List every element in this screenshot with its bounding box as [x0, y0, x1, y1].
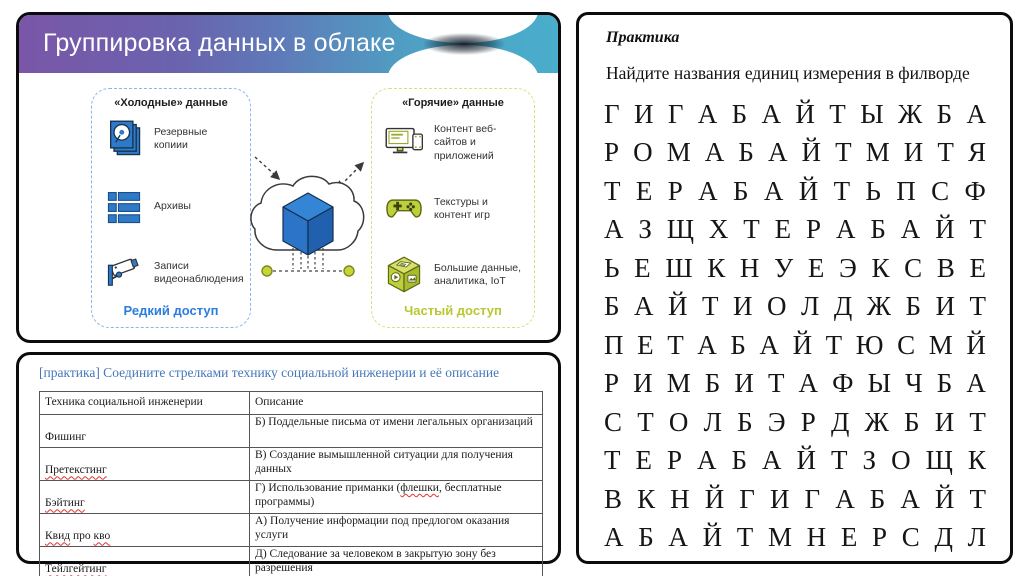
filword-letter: А	[798, 368, 819, 399]
filword-letter: О	[633, 137, 653, 168]
node-dot-left	[262, 266, 272, 276]
filword-letter: Д	[934, 521, 953, 552]
filword-grid	[604, 101, 986, 551]
filword-letter: О	[668, 406, 689, 437]
data-type-item	[384, 189, 528, 229]
filword-letter: Т	[831, 445, 848, 476]
filword-letter: Б	[731, 99, 748, 129]
filword-letter: Б	[904, 406, 920, 437]
filword-letter: А	[966, 99, 986, 129]
filword-letter: К	[707, 252, 726, 283]
column-header-technique: Техника социальной инженерии	[40, 392, 250, 415]
slide-header-ribbon	[19, 15, 558, 73]
text-segment: про	[70, 530, 94, 543]
technique-cell	[40, 415, 250, 448]
filword-letter: Н	[670, 483, 690, 514]
data-type-item	[384, 123, 528, 163]
filword-letter: Й	[801, 137, 822, 168]
filword-letter: Й	[795, 99, 815, 129]
data-type-item	[104, 187, 244, 227]
monitor-apps-icon	[384, 123, 424, 163]
cold-access-label: Редкий доступ	[123, 303, 219, 318]
filword-letter: Г	[667, 99, 684, 129]
filword-letter: Ь	[604, 252, 620, 283]
filword-letter: Ж	[864, 406, 889, 437]
filword-letter: С	[931, 175, 950, 206]
filword-letter: Т	[736, 521, 754, 552]
filword-letter: А	[761, 99, 782, 129]
filword-letter: Р	[667, 175, 683, 206]
filword-letter: А	[697, 329, 717, 360]
filword-letter: Г	[604, 99, 620, 129]
filword-letter: Т	[702, 291, 719, 322]
filword-letter: Т	[604, 445, 621, 476]
filword-row	[604, 216, 986, 243]
node-dot-right	[344, 266, 354, 276]
filword-letter: Н	[739, 252, 760, 283]
filword-letter: Ш	[665, 252, 693, 283]
filword-letter: А	[759, 329, 779, 360]
filword-letter: Ж	[898, 99, 923, 129]
archive-list-icon	[104, 187, 144, 227]
filword-letter: М	[928, 329, 953, 360]
filword-letter: Б	[869, 483, 886, 514]
filword-letter: Б	[604, 291, 620, 322]
social-engineering-table	[39, 391, 543, 576]
filword-letter: Б	[730, 329, 746, 360]
filword-letter: И	[633, 99, 654, 129]
filword-letter: О	[767, 291, 787, 322]
filword-letter: А	[762, 445, 782, 476]
filword-letter: Т	[743, 214, 760, 245]
filword-letter: Э	[839, 252, 857, 283]
filword-letter: А	[900, 214, 921, 245]
text-segment: В) Создание вымышленной ситуации для получения данных	[255, 449, 513, 475]
filword-letter: Я	[967, 137, 986, 168]
filword-letter: С	[897, 329, 916, 360]
filword-letter: М	[666, 368, 691, 399]
item-label: Контент веб-сайтов и приложений	[434, 123, 497, 162]
filword-letter: Л	[703, 406, 722, 437]
table-row	[40, 481, 543, 514]
filword-letter: Б	[731, 445, 748, 476]
filword-letter: Ю	[855, 329, 884, 360]
filword-letter: И	[935, 291, 955, 322]
filword-letter: Н	[806, 521, 827, 552]
filword-letter: А	[634, 291, 654, 322]
cold-data-title: «Холодные» данные	[114, 97, 228, 109]
filword-letter: Х	[708, 214, 729, 245]
filword-letter: И	[769, 483, 790, 514]
filword-letter: И	[733, 291, 753, 322]
table-header-row	[40, 392, 543, 415]
filword-letter: А	[835, 483, 855, 514]
cloud-cube-icon	[243, 133, 373, 298]
filword-letter: Л	[967, 521, 986, 552]
technique-cell	[40, 514, 250, 547]
filword-letter: А	[604, 521, 624, 552]
filword-letter: Щ	[925, 445, 953, 476]
text-segment: А) Получение информации под предлогом оказания услуги	[255, 515, 510, 541]
filword-letter: Б	[704, 368, 721, 399]
filword-letter: Р	[872, 521, 888, 552]
filword-letter: З	[638, 214, 652, 245]
hot-access-label: Частый доступ	[404, 303, 502, 318]
data-type-item	[104, 119, 244, 159]
filword-letter: Е	[635, 445, 652, 476]
misspelled-word: кво	[93, 530, 111, 543]
technique-cell	[40, 448, 250, 481]
gamepad-icon	[384, 189, 424, 229]
filword-letter: Й	[798, 175, 819, 206]
filword-letter: М	[865, 137, 890, 168]
filword-letter: Е	[969, 252, 986, 283]
filword-letter: С	[904, 252, 923, 283]
filword-row	[604, 101, 986, 128]
filword-letter: Г	[804, 483, 821, 514]
data-type-item	[384, 255, 528, 295]
text-segment: , бесплатные программы)	[255, 482, 502, 508]
description-cell	[250, 514, 543, 547]
data-cube-icon	[384, 255, 424, 295]
filword-letter: У	[774, 252, 794, 283]
cloud-grouping-slide-panel	[16, 12, 561, 343]
filword-letter: Е	[635, 175, 653, 206]
filword-row	[604, 175, 986, 206]
filword-letter: И	[903, 137, 924, 168]
filword-letter: И	[934, 406, 955, 437]
filword-letter: В	[604, 483, 623, 514]
filword-letter: Т	[969, 406, 986, 437]
filword-letter: Б	[936, 368, 953, 399]
misspelled-word: флешки	[400, 482, 439, 494]
filword-letter: К	[967, 445, 986, 476]
filword-letter: Б	[737, 406, 753, 437]
data-type-item	[104, 253, 244, 293]
filword-letter: Р	[806, 214, 822, 245]
filword-letter: И	[633, 368, 653, 399]
filword-letter: Й	[704, 483, 725, 514]
social-engineering-practice-panel	[16, 352, 561, 576]
misspelled-word: Претекстинг	[45, 464, 107, 477]
filword-letter: А	[697, 445, 717, 476]
ribbon-waist-shadow	[423, 33, 505, 55]
filword-letter: Т	[969, 483, 986, 514]
cold-data-box	[91, 88, 251, 328]
filword-letter: И	[734, 368, 754, 399]
filword-letter: Б	[738, 137, 754, 168]
filword-letter: Т	[969, 291, 986, 322]
technique-cell	[40, 547, 250, 576]
filword-letter: А	[763, 175, 784, 206]
column-header-description: Описание	[250, 392, 543, 415]
filword-letter: А	[900, 483, 920, 514]
item-label: Архивы	[154, 200, 191, 213]
filword-letter: К	[637, 483, 656, 514]
filword-letter: Б	[732, 175, 749, 206]
filword-letter: Т	[767, 368, 785, 399]
filword-letter: А	[835, 214, 856, 245]
filword-letter: Ч	[905, 368, 923, 399]
filword-letter: Б	[936, 99, 953, 129]
hot-data-box	[371, 88, 535, 328]
backup-disks-icon	[104, 119, 144, 159]
table-row	[40, 415, 543, 448]
filword-letter: Й	[934, 483, 955, 514]
filword-letter: Т	[829, 99, 846, 129]
filword-letter: Т	[835, 137, 852, 168]
filword-letter: Й	[966, 329, 986, 360]
filword-letter: Т	[667, 329, 684, 360]
filword-letter: Ы	[867, 368, 892, 399]
item-label: Текстуры и контент игр	[434, 195, 490, 221]
filword-letter: Т	[637, 406, 654, 437]
filword-practice-panel	[576, 12, 1013, 564]
filword-row	[604, 521, 986, 552]
filword-letter: З	[862, 445, 877, 476]
description-cell	[250, 415, 543, 448]
filword-letter: Й	[702, 521, 723, 552]
filword-letter: Л	[801, 291, 820, 322]
filword-letter: А	[668, 521, 688, 552]
filword-letter: Е	[637, 329, 654, 360]
filword-letter: А	[767, 137, 788, 168]
table-row	[40, 514, 543, 547]
filword-letter: Т	[604, 175, 621, 206]
filword-row	[604, 139, 986, 166]
filword-letter: Б	[905, 291, 921, 322]
transfer-arrow-left	[255, 157, 279, 179]
filword-title: Практика	[606, 29, 680, 46]
filword-letter: О	[891, 445, 911, 476]
filword-letter: Р	[604, 137, 620, 168]
table-row	[40, 448, 543, 481]
filword-letter: Ж	[866, 291, 891, 322]
filword-letter: К	[871, 252, 890, 283]
filword-letter: Д	[831, 406, 850, 437]
filword-letter: Ы	[860, 99, 884, 129]
filword-letter: Й	[796, 445, 817, 476]
filword-letter: Р	[667, 445, 683, 476]
filword-letter: Й	[792, 329, 813, 360]
hot-data-title: «Горячие» данные	[402, 97, 504, 109]
filword-letter: П	[896, 175, 916, 206]
text-segment: Д) Следование за человеком в закрытую зону без разрешения	[255, 548, 496, 574]
filword-letter: Й	[668, 291, 688, 322]
filword-letter: Д	[833, 291, 853, 322]
filword-row	[604, 329, 986, 360]
filword-letter: А	[704, 137, 725, 168]
filword-letter: Э	[767, 406, 786, 437]
filword-letter: М	[767, 521, 792, 552]
item-label: Записи видеонаблюдения	[154, 259, 244, 285]
text-segment: Б) Поддельные письма от имени легальных организаций	[255, 416, 533, 428]
technique-cell	[40, 481, 250, 514]
misspelled-word: Квид	[45, 530, 71, 543]
text-segment: Фишинг	[45, 431, 87, 444]
item-label: Большие данные, аналитика, IoT	[434, 261, 522, 287]
misspelled-word: Бэйтинг	[45, 497, 85, 510]
description-cell	[250, 481, 543, 514]
filword-letter: Т	[969, 214, 986, 245]
filword-letter: Б	[638, 521, 654, 552]
filword-letter: М	[666, 137, 691, 168]
filword-letter: Б	[870, 214, 886, 245]
misspelled-word: Тейлгейтинг	[45, 563, 107, 576]
filword-row	[604, 447, 986, 474]
description-cell	[250, 448, 543, 481]
filword-row	[604, 483, 986, 514]
practice-heading: [практика] Соедините стрелками технику социальной инженерии и её описание	[39, 365, 500, 380]
filword-letter: Е	[774, 214, 792, 245]
cctv-camera-icon	[104, 253, 144, 293]
filword-letter: В	[936, 252, 955, 283]
filword-letter: Ф	[964, 175, 986, 206]
cube-icon	[283, 193, 333, 255]
filword-subtitle: Найдите названия единиц измерения в филворде	[606, 63, 970, 83]
item-label: Резервные копиии	[154, 125, 208, 151]
filword-letter: Ф	[832, 368, 854, 399]
filword-letter: Г	[739, 483, 755, 514]
filword-letter: С	[604, 406, 623, 437]
filword-letter: Й	[935, 214, 955, 245]
filword-letter: А	[604, 214, 624, 245]
filword-letter: Р	[800, 406, 816, 437]
filword-letter: Т	[833, 175, 851, 206]
filword-row	[604, 293, 986, 320]
filword-letter: А	[966, 368, 986, 399]
filword-letter: А	[697, 99, 718, 129]
filword-letter: Т	[825, 329, 843, 360]
slide-title: Группировка данных в облаке	[43, 29, 396, 57]
filword-row	[604, 252, 986, 283]
description-cell	[250, 547, 543, 576]
filword-letter: П	[604, 329, 624, 360]
filword-letter: Р	[604, 368, 620, 399]
filword-letter: Е	[840, 521, 858, 552]
filword-letter: Е	[634, 252, 651, 283]
filword-letter: С	[901, 521, 920, 552]
filword-row	[604, 370, 986, 397]
filword-letter: А	[698, 175, 718, 206]
filword-row	[604, 406, 986, 437]
table-row	[40, 547, 543, 576]
filword-letter: Ь	[865, 175, 881, 206]
filword-letter: Т	[937, 137, 954, 168]
filword-letter: Е	[807, 252, 825, 283]
filword-letter: Щ	[666, 214, 695, 245]
text-segment: Г) Использование приманки (	[255, 482, 401, 494]
